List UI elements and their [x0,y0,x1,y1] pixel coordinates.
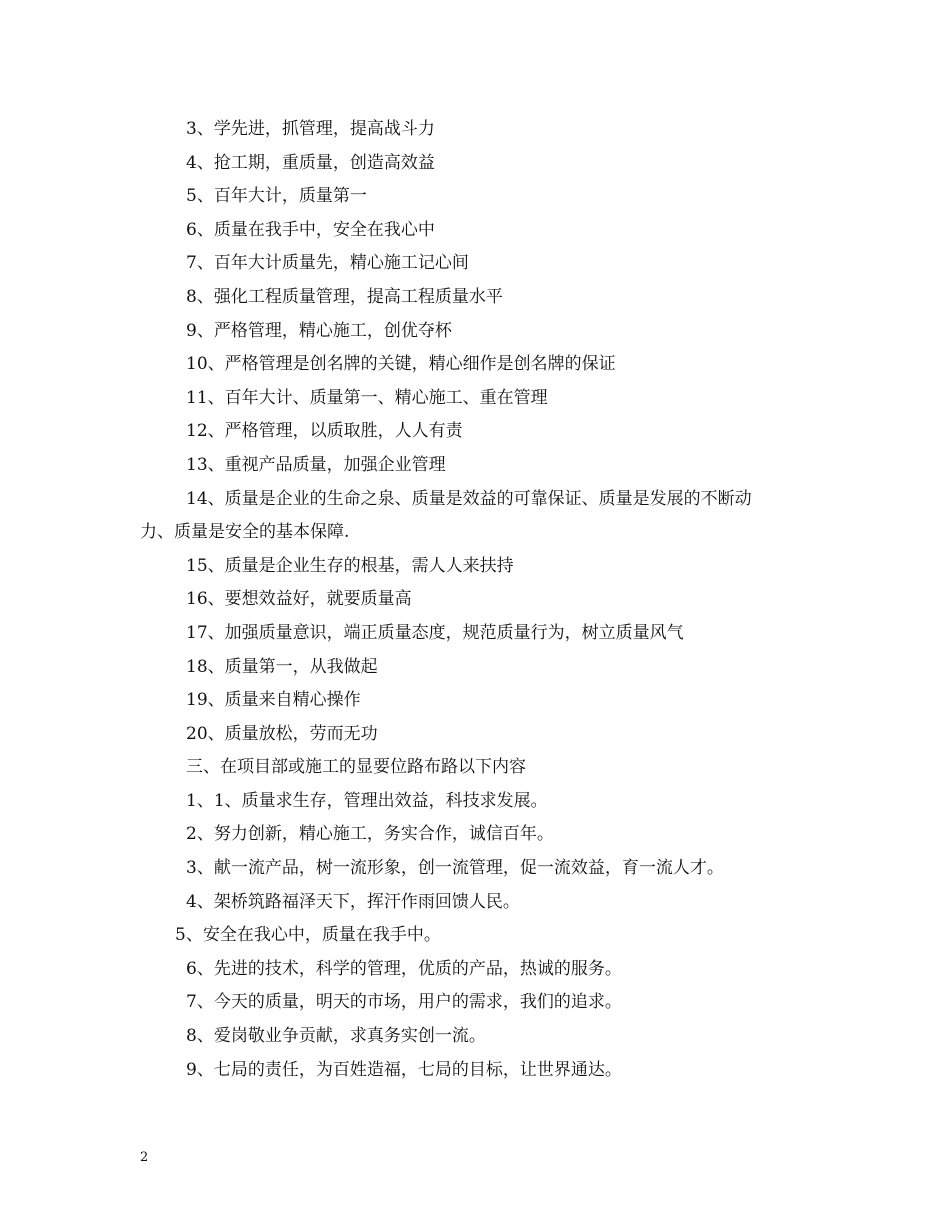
text-line: 7、百年大计质量先，精心施工记心间 [186,253,469,274]
text-line: 8、爱岗敬业争贡献，求真务实创一流。 [186,1026,486,1047]
text-line: 14、质量是企业的生命之泉、质量是效益的可靠保证、质量是发展的不断动 [186,488,752,509]
text-line: 6、质量在我手中，安全在我心中 [186,219,435,240]
text-line: 15、质量是企业生存的根基，需人人来扶持 [186,555,514,576]
document-body [140,113,820,1087]
text-line: 11、百年大计、质量第一、精心施工、重在管理 [186,387,548,408]
text-line: 7、今天的质量，明天的市场，用户的需求，我们的追求。 [186,992,622,1013]
text-line: 9、严格管理，精心施工，创优夺杯 [186,320,452,341]
text-line: 1、1、质量求生存，管理出效益，科技求发展。 [186,790,548,811]
text-line: 9、七局的责任，为百姓造福，七局的目标，让世界通达。 [186,1059,622,1080]
text-line: 12、严格管理，以质取胜，人人有责 [186,421,463,442]
text-line: 2、努力创新，精心施工，务实合作，诚信百年。 [186,824,554,845]
text-line: 4、架桥筑路福泽天下，挥汗作雨回馈人民。 [186,891,520,912]
text-line: 16、要想效益好，就要质量高 [186,589,412,610]
text-line: 10、严格管理是创名牌的关键，精心细作是创名牌的保证 [186,354,616,375]
text-line: 8、强化工程质量管理，提高工程质量水平 [186,286,503,307]
text-line: 4、抢工期，重质量，创造高效益 [186,152,435,173]
text-line: 三、在项目部或施工的显要位路布路以下内容 [186,757,526,778]
text-line: 18、质量第一，从我做起 [186,656,378,677]
text-line: 20、质量放松，劳而无功 [186,723,378,744]
text-line: 力、质量是安全的基本保障. [140,522,350,543]
text-line: 13、重视产品质量，加强企业管理 [186,454,446,475]
text-line: 5、百年大计，质量第一 [186,186,367,207]
text-line: 17、加强质量意识，端正质量态度，规范质量行为，树立质量风气 [186,622,684,643]
page-number: 2 [140,1150,149,1165]
text-line: 19、质量来自精心操作 [186,690,361,711]
text-line: 3、学先进，抓管理，提高战斗力 [186,119,435,139]
text-line: 3、献一流产品，树一流形象，创一流管理，促一流效益，育一流人才。 [186,858,724,879]
text-line: 6、先进的技术，科学的管理，优质的产品，热诚的服务。 [186,958,622,979]
text-line: 5、安全在我心中，质量在我手中。 [175,925,441,946]
